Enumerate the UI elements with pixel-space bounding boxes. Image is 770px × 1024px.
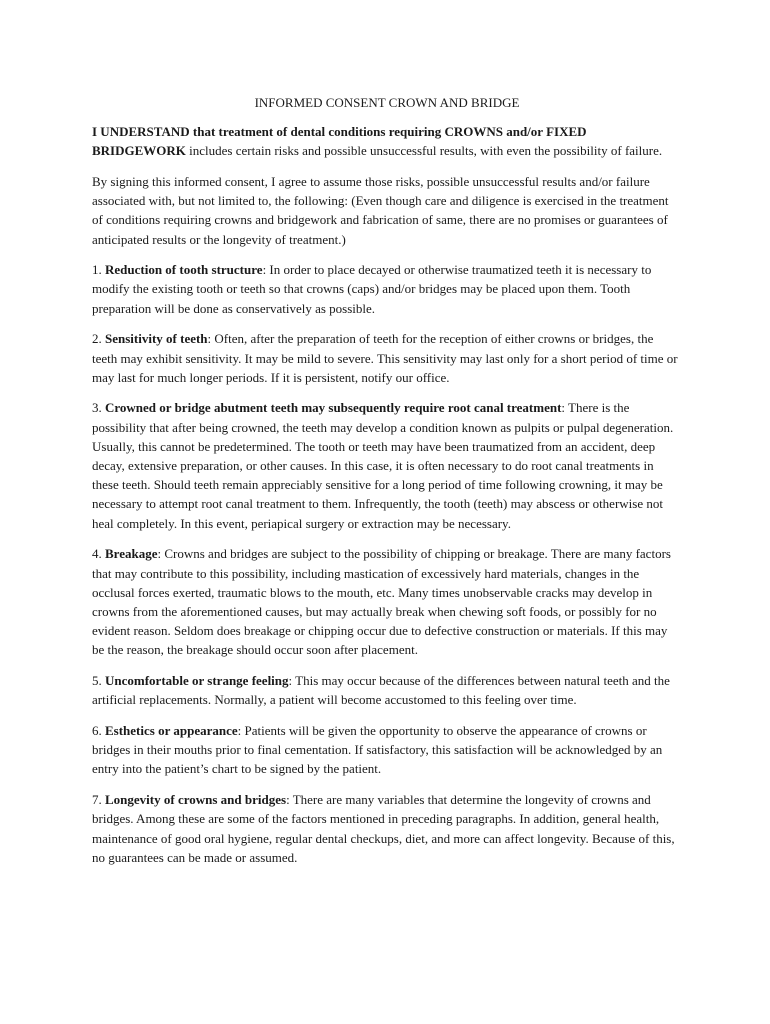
item-heading: Crowned or bridge abutment teeth may subsequently require root canal treatment bbox=[105, 400, 562, 416]
item-text: : Crowns and bridges are subject to the possibility of chipping or breakage. There are many factors that may contribute to this possibility, including mastication of excessively hard materials, changes in the occlusal forces exerted, traumatic blows to the mouth, etc. Many times unobservable cracks may develop in crowns from the aforementioned causes, but may actually break when chewing soft foods, or possibly for no evident reason. Seldom does breakage or chipping occur due to defective construction or materials. If this may be the reason, the breakage should occur soon after placement. bbox=[92, 546, 671, 658]
item-heading: Sensitivity of teeth bbox=[105, 331, 208, 347]
item-reduction-of-tooth-structure bbox=[92, 260, 678, 318]
item-text: : Patients will be given the opportunity to observe the appearance of crowns or bridges in their mouths prior to final cementation. If satisfactory, this satisfaction will be acknowledged by an entry into the patient’s chart to be signed by the patient. bbox=[92, 722, 663, 777]
item-heading: Esthetics or appearance bbox=[105, 722, 238, 738]
item-number: 1. bbox=[92, 262, 105, 278]
item-text: : This may occur because of the differences between natural teeth and the artificial replacements. Normally, a patient will become accustomed to this feeling over time. bbox=[92, 673, 670, 708]
item-esthetics-or-appearance bbox=[92, 721, 678, 779]
intro-text: includes certain risks and possible unsuccessful results, with even the possibility of failure. bbox=[185, 143, 663, 159]
item-text: : Often, after the preparation of teeth for the reception of either crowns or bridges, the teeth may exhibit sensitivity. It may be mild to severe. This sensitivity may last only for a short period of time or may last for much longer periods. If it is persistent, notify our office. bbox=[92, 331, 678, 385]
item-heading: Longevity of crowns and bridges bbox=[105, 792, 287, 808]
item-number: 4. bbox=[92, 546, 105, 562]
item-uncomfortable-feeling bbox=[92, 671, 678, 709]
item-root-canal-treatment bbox=[92, 398, 678, 532]
item-number: 6. bbox=[92, 722, 105, 738]
item-text: : There are many variables that determine the longevity of crowns and bridges. Among these are some of the factors mentioned in preceding paragraphs. In addition, general health, maintenance of good oral hygiene, regular dental checkups, diet, and more can affect longevity. Because of this, no guarantees can be made or assumed. bbox=[92, 792, 675, 865]
item-heading: Breakage bbox=[105, 546, 158, 562]
item-text: : In order to place decayed or otherwise traumatized teeth it is necessary to modify the existing tooth or teeth so that crowns (caps) and/or bridges may be placed upon them. Tooth preparation will be done as conservatively as possible. bbox=[92, 262, 652, 316]
item-breakage bbox=[92, 544, 678, 659]
document-title: INFORMED CONSENT CROWN AND BRIDGE bbox=[254, 95, 520, 110]
intro-paragraph bbox=[92, 122, 678, 160]
item-heading: Uncomfortable or strange feeling bbox=[105, 673, 289, 689]
item-number: 7. bbox=[92, 792, 105, 808]
item-text: : There is the possibility that after being crowned, the teeth may develop a condition known as pulpits or pulpal degeneration. Usually, this cannot be predetermined. The tooth or teeth may have been traumatized from an accident, deep decay, extensive preparation, or other causes. In this case, it is often necessary to do root canal treatments in these teeth. Should teeth remain appreciably sensitive for a long period of time following crowning, it may be necessary to attempt root canal treatment to them. Infrequently, the tooth (teeth) may abscess or otherwise not heal completely. In this event, periapical surgery or extraction may be necessary. bbox=[92, 400, 674, 531]
item-heading: Reduction of tooth structure bbox=[105, 262, 263, 278]
item-number: 3. bbox=[92, 400, 105, 416]
item-longevity-of-crowns-and-bridges bbox=[92, 790, 678, 867]
item-sensitivity-of-teeth bbox=[92, 329, 678, 387]
intro-bold-text: I UNDERSTAND that treatment of dental conditions requiring CROWNS and/or FIXED BRIDGEWORK bbox=[92, 124, 587, 159]
item-number: 2. bbox=[92, 331, 105, 347]
item-number: 5. bbox=[92, 673, 105, 689]
consent-paragraph: By signing this informed consent, I agree to assume those risks, possible unsuccessful results and/or failure associated with, but not limited to, the following: (Even though care and diligence is exercised in the treatment of conditions requiring crowns and bridgework and fabrication of same, there are no promises or guarantees of anticipated results or the longevity of treatment.) bbox=[92, 173, 669, 247]
